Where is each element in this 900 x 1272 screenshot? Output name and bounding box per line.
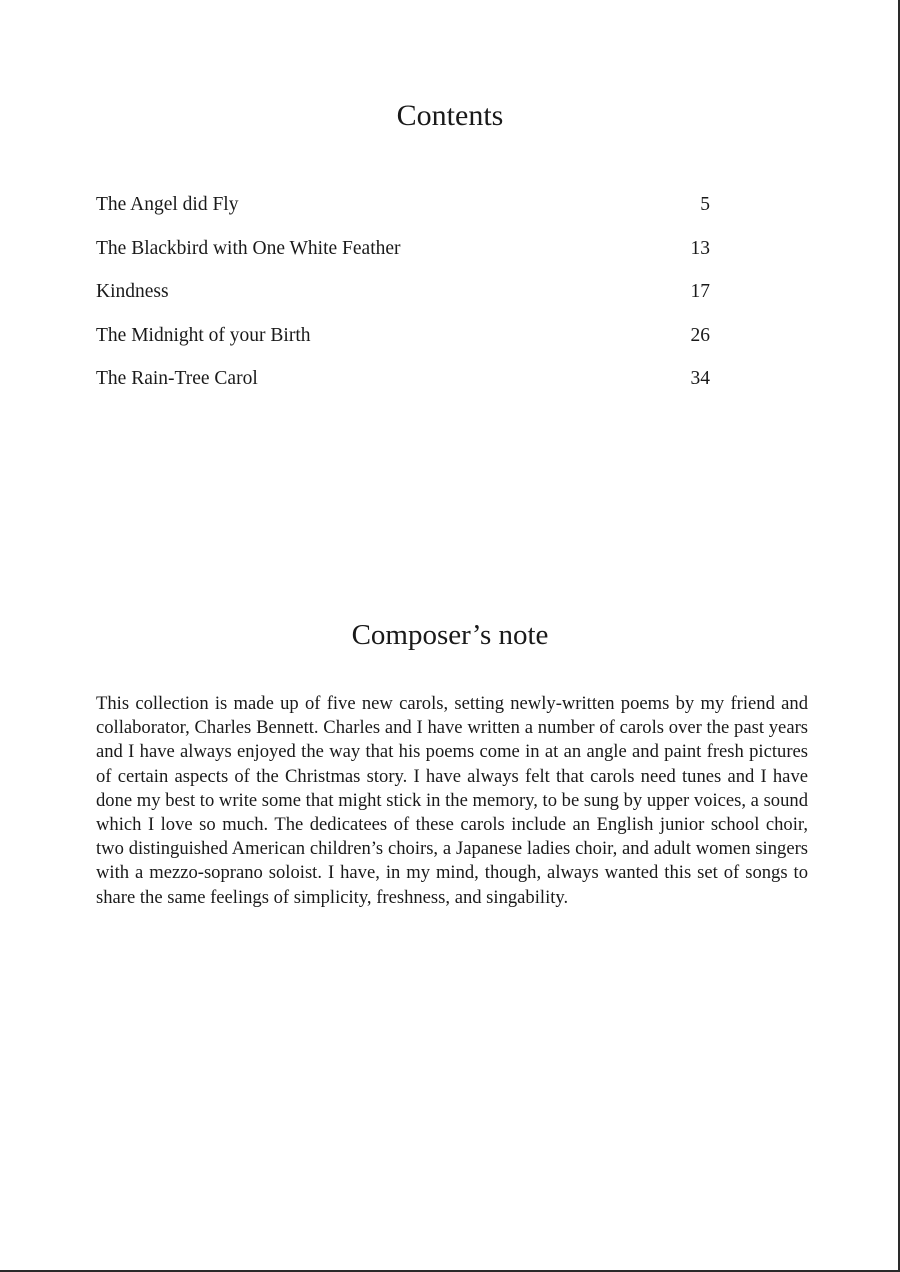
toc-entry	[96, 319, 710, 363]
toc-entry	[96, 362, 710, 406]
toc-entry	[96, 275, 710, 319]
toc-entry-title: The Blackbird with One White Feather	[96, 237, 401, 259]
composers-note-title: Composer’s note	[351, 619, 549, 651]
toc-entry-page: 5	[700, 194, 710, 215]
contents-title: Contents	[396, 99, 504, 132]
toc-entry-page: 17	[690, 281, 710, 302]
toc-entry	[96, 188, 710, 232]
toc-entry-page: 13	[690, 237, 710, 259]
composers-note-body: This collection is made up of five new carols, setting newly-written poems by my friend and collaborator, Charles Bennett. Charles and I have written a number of carols over the past years and I have always enjoyed the way that his poems come in at an angle and paint fresh pictures of certain aspects of the Christmas story. I have always felt that carols need tunes and I have done my best to write some that might stick in the memory, to be sung by upper voices, a sound which I love so much. The dedicatees of these carols include an English junior school choir, two distinguished American children’s choirs, a Japanese ladies choir, and adult women singers with a mezzo-soprano soloist. I have, in my mind, though, always wanted this set of songs to share the same feelings of simplicity, freshness, and singability.	[96, 693, 808, 908]
toc-entry-title: Kindness	[96, 281, 169, 302]
toc-entry-title: The Midnight of your Birth	[96, 324, 311, 346]
table-of-contents	[96, 188, 710, 406]
toc-entry-page: 26	[690, 324, 710, 346]
toc-entry-page: 34	[690, 368, 710, 389]
toc-entry	[96, 232, 710, 276]
toc-entry-title: The Rain-Tree Carol	[96, 368, 258, 389]
toc-entry-title: The Angel did Fly	[96, 194, 239, 215]
